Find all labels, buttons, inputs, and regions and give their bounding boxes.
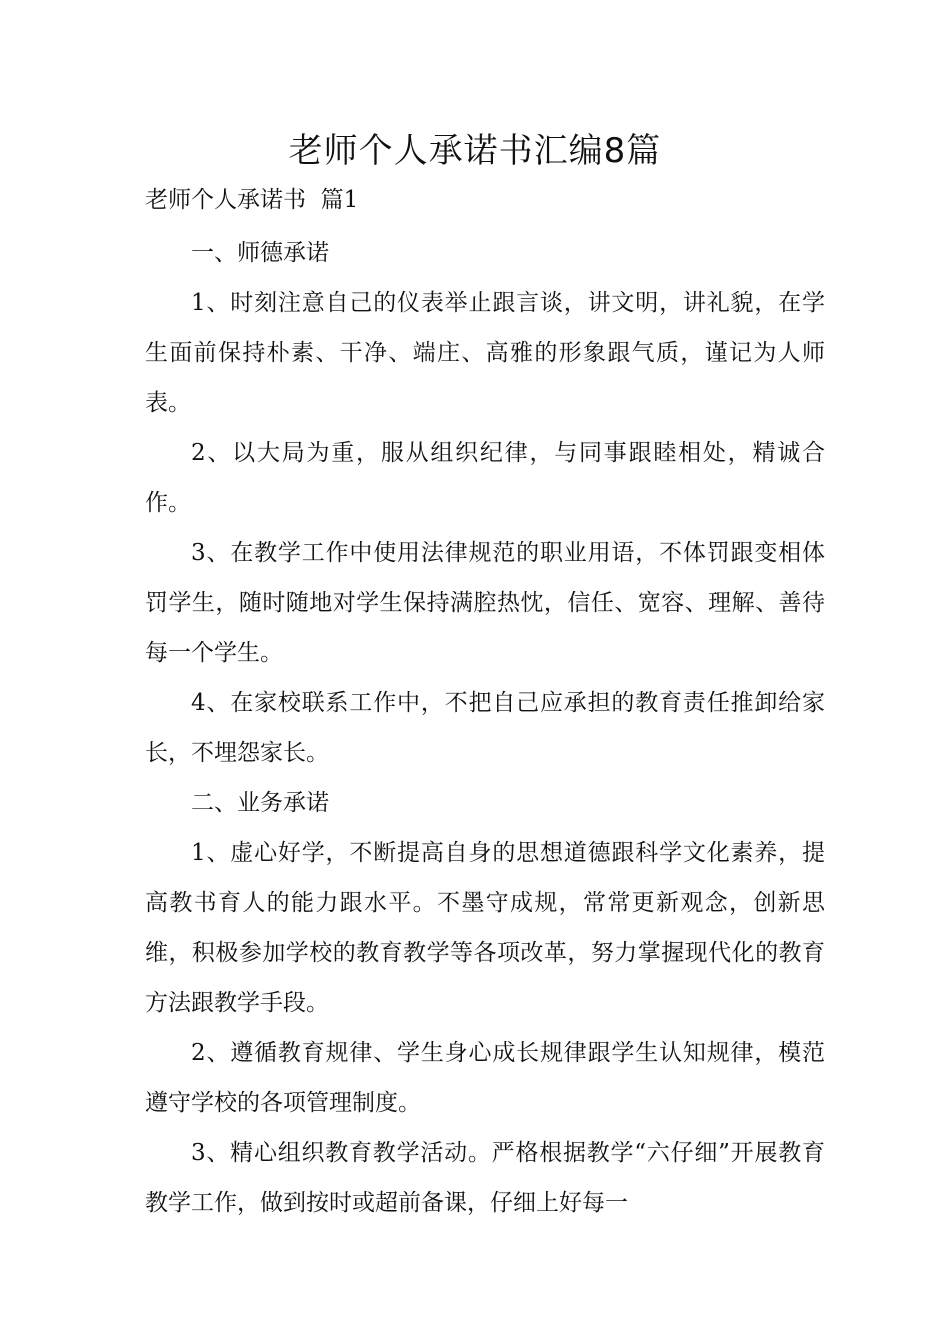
document-title: 老师个人承诺书汇编8篇: [288, 131, 662, 171]
paragraph: 3、精心组织教育教学活动。严格根据教学“六仔细”开展教育教学工作，做到按时或超前备课，仔细上好每一: [145, 1140, 825, 1216]
paragraph: 3、在教学工作中使用法律规范的职业用语，不体罚跟变相体罚学生，随时随地对学生保持满腔热忱，信任、宽容、理解、善待每一个学生。: [145, 540, 825, 666]
document-subtitle: 老师个人承诺书 篇1: [145, 187, 359, 213]
paragraph: 2、以大局为重，服从组织纪律，与同事跟睦相处，精诚合作。: [145, 440, 825, 516]
section-heading-ethics: 一、师德承诺: [191, 240, 329, 266]
section-heading-professional: 二、业务承诺: [191, 790, 329, 816]
paragraph: 4、在家校联系工作中，不把自己应承担的教育责任推卸给家长，不埋怨家长。: [145, 690, 825, 766]
document-body: [145, 228, 825, 1228]
paragraph: 1、虚心好学，不断提高自身的思想道德跟科学文化素养，提高教书育人的能力跟水平。不墨守成规，常常更新观念，创新思维，积极参加学校的教育教学等各项改革，努力掌握现代化的教育方法跟教学手段。: [145, 840, 825, 1016]
paragraph: 2、遵循教育规律、学生身心成长规律跟学生认知规律，模范遵守学校的各项管理制度。: [145, 1040, 825, 1116]
paragraph: 1、时刻注意自己的仪表举止跟言谈，讲文明，讲礼貌，在学生面前保持朴素、干净、端庄、高雅的形象跟气质，谨记为人师表。: [145, 290, 825, 416]
